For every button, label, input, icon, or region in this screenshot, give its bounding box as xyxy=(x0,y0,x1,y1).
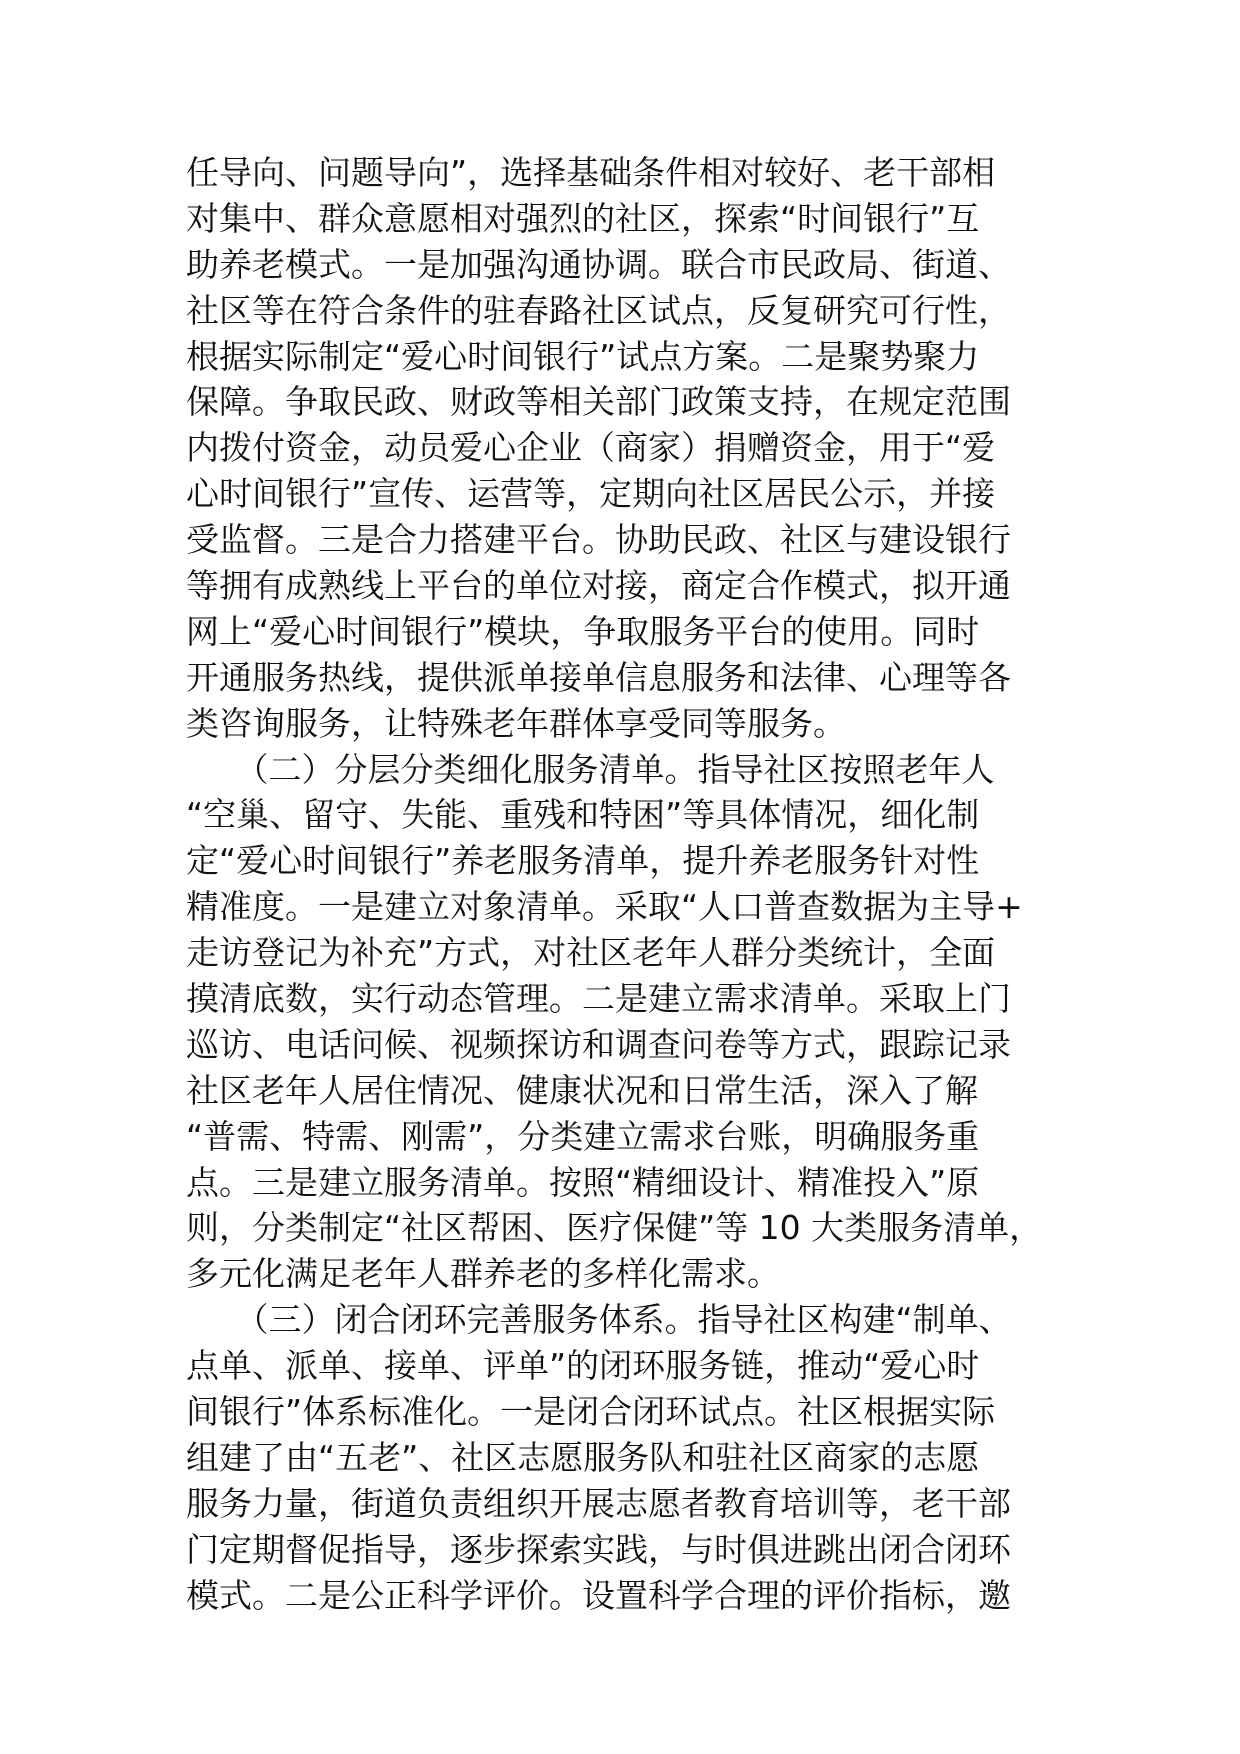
text-line: 心时间银行”宣传、运营等，定期向社区居民公示，并接 xyxy=(186,474,996,514)
text-line: “普需、特需、刚需”，分类建立需求台账，明确服务重 xyxy=(186,1116,980,1156)
text-line: 网上“爱心时间银行”模块，争取服务平台的使用。同时 xyxy=(186,611,980,651)
text-line: 开通服务热线，提供派单接单信息服务和法律、心理等各 xyxy=(186,657,1011,697)
text-line: 对集中、群众意愿相对强烈的社区，探索“时间银行”互 xyxy=(186,198,980,238)
text-line: 则，分类制定“社区帮困、医疗保健”等 10 大类服务清单， xyxy=(186,1208,1043,1248)
text-line: 巡访、电话问候、视频探访和调查问卷等方式，跟踪记录 xyxy=(186,1024,1011,1064)
text-line: 模式。二是公正科学评价。设置科学合理的评价指标，邀 xyxy=(186,1575,1011,1615)
text-line: 受监督。三是合力搭建平台。协助民政、社区与建设银行 xyxy=(186,520,1011,560)
section-heading-line: （二）分层分类细化服务清单。指导社区按照老年人 xyxy=(186,749,995,789)
text-line: 类咨询服务，让特殊老年群体享受同等服务。 xyxy=(186,703,846,743)
text-line: 社区老年人居住情况、健康状况和日常生活，深入了解 xyxy=(186,1070,978,1110)
text-line: 点单、派单、接单、评单”的闭环服务链，推动“爱心时 xyxy=(186,1346,980,1386)
text-line: 组建了由“五老”、社区志愿服务队和驻社区商家的志愿 xyxy=(186,1437,980,1477)
text-line: 定“爱心时间银行”养老服务清单，提升养老服务针对性 xyxy=(186,841,980,881)
text-line: 服务力量，街道负责组织开展志愿者教育培训等，老干部 xyxy=(186,1483,1011,1523)
text-line: 社区等在符合条件的驻春路社区试点，反复研究可行性， xyxy=(186,290,1011,330)
text-line: 内拨付资金，动员爱心企业（商家）捐赠资金，用于“爱 xyxy=(186,428,996,468)
text-line: 点。三是建立服务清单。按照“精细设计、精准投入”原 xyxy=(186,1162,980,1202)
text-line: 等拥有成熟线上平台的单位对接，商定合作模式，拟开通 xyxy=(186,566,1011,606)
text-line: 多元化满足老年人群养老的多样化需求。 xyxy=(186,1254,780,1294)
text-line: 助养老模式。一是加强沟通协调。联合市民政局、街道、 xyxy=(186,244,1011,284)
text-line: “空巢、留守、失能、重残和特困”等具体情况，细化制 xyxy=(186,795,980,835)
text-line: 门定期督促指导，逐步探索实践，与时俱进跳出闭合闭环 xyxy=(186,1529,1011,1569)
text-line: 根据实际制定“爱心时间银行”试点方案。二是聚势聚力 xyxy=(186,336,980,376)
text-line: 走访登记为补充”方式，对社区老年人群分类统计，全面 xyxy=(186,933,996,973)
section-heading-line: （三）闭合闭环完善服务体系。指导社区构建“制单、 xyxy=(186,1300,1012,1340)
text-line: 任导向、问题导向”，选择基础条件相对较好、老干部相 xyxy=(186,153,996,192)
text-line: 精准度。一是建立对象清单。采取“人口普查数据为主导+ xyxy=(186,887,1023,927)
text-line: 保障。争取民政、财政等相关部门政策支持，在规定范围 xyxy=(186,382,1011,422)
text-line: 间银行”体系标准化。一是闭合闭环试点。社区根据实际 xyxy=(186,1392,996,1432)
body-text xyxy=(186,150,1076,1619)
text-line: 摸清底数，实行动态管理。二是建立需求清单。采取上门 xyxy=(186,979,1011,1019)
